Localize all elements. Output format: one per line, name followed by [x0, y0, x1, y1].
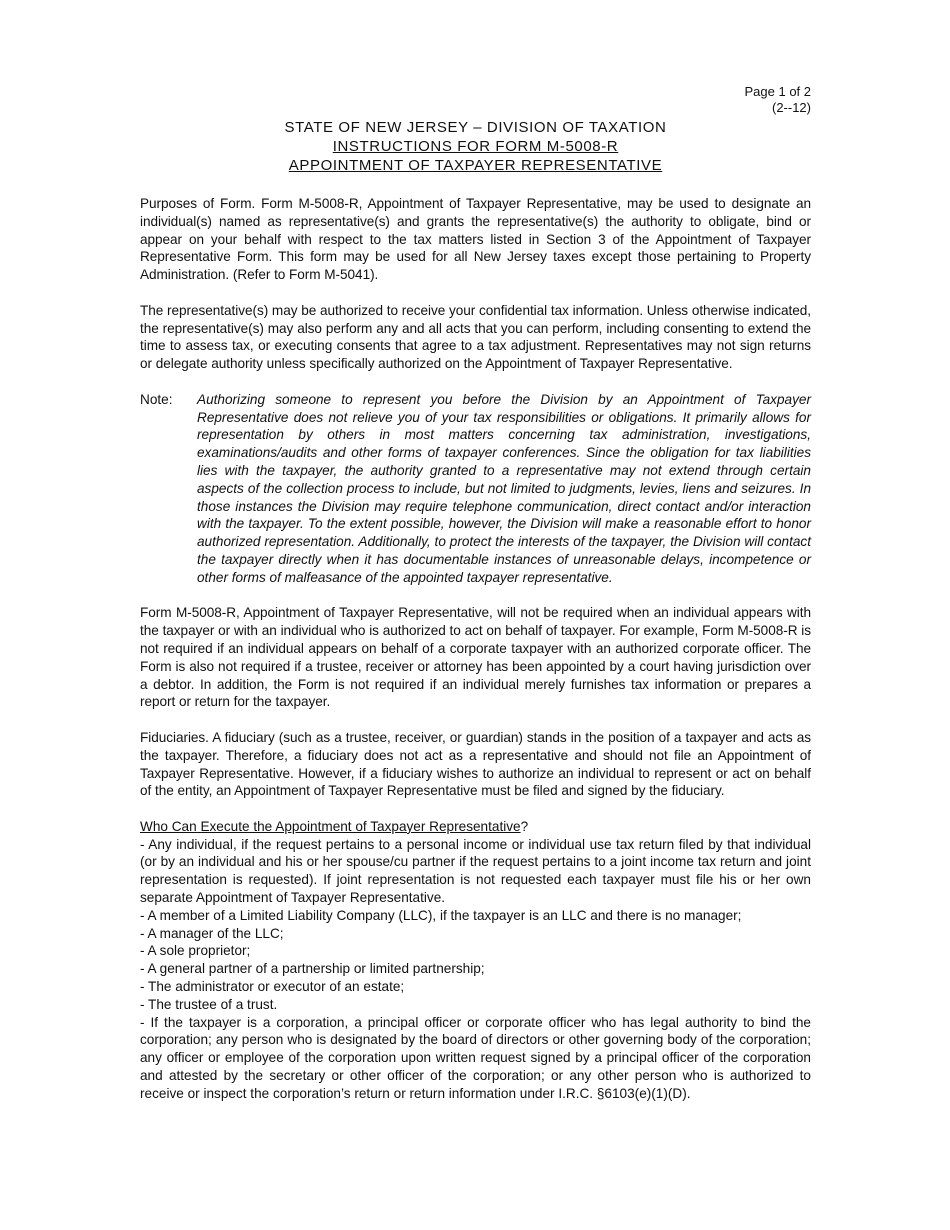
not-required-paragraph: Form M-5008-R, Appointment of Taxpayer Representative, will not be required when an individual appears with the taxpayer or with an individual who is authorized to act on behalf of taxpayer. For example, Form M-5008-R is not required if an individual appears on behalf of a corporate taxpayer with an authorized corporate officer. The Form is also not required if a trustee, receiver or attorney has been appointed by a court having jurisdiction over a debtor. In addition, the Form is not required if an individual merely furnishes tax information or prepares a report or return for the taxpayer.: [140, 605, 811, 710]
list-item: - A manager of the LLC;: [140, 925, 284, 941]
list-item: - A general partner of a partnership or limited partnership;: [140, 961, 485, 977]
list-item: - The administrator or executor of an estate;: [140, 979, 405, 995]
purpose-paragraph: Purposes of Form. Form M-5008-R, Appointment of Taxpayer Representative, may be used to designate an individual(s) named as representative(s) and grants the representative(s) the authority to obligate, bind or appear on your behalf with respect to the tax matters listed in Section 3 of the Appointment of Taxpayer Representative Form. This form may be used for all New Jersey taxes except those pertaining to Property Administration. (Refer to Form M-5041).: [140, 196, 811, 283]
document-heading: [140, 118, 811, 175]
list-item: - The trustee of a trust.: [140, 996, 278, 1012]
list-item: - A member of a Limited Liability Company (LLC), if the taxpayer is an LLC and there is no manager;: [140, 907, 742, 923]
section-heading: Who Can Execute the Appointment of Taxpayer Representative: [140, 818, 521, 834]
list-item: - A sole proprietor;: [140, 943, 251, 959]
list-item: - Any individual, if the request pertains to a personal income or individual use tax return filed by that individual (or by an individual and his or her spouse/cu partner if the request pertains to a joint income tax return and joint representation is requested). If joint representation is not requested each taxpayer must file his or her own separate Appointment of Taxpayer Representative.: [140, 836, 811, 906]
fiduciaries-paragraph: Fiduciaries. A fiduciary (such as a trustee, receiver, or guardian) stands in the position of a taxpayer and acts as the taxpayer. Therefore, a fiduciary does not act as a representative and should not file an Appointment of Taxpayer Representative. However, if a fiduciary wishes to authorize an individual to represent or act on behalf of the entity, an Appointment of Taxpayer Representative must be filed and signed by the fiduciary.: [140, 729, 811, 799]
form-subtitle: APPOINTMENT OF TAXPAYER REPRESENTATIVE: [288, 157, 663, 174]
document-page: [140, 84, 811, 1103]
who-can-execute-section: [140, 818, 811, 1103]
form-title: INSTRUCTIONS FOR FORM M-5008-R: [332, 138, 619, 155]
representatives-paragraph: The representative(s) may be authorized to receive your confidential tax information. Unless otherwise indicated, the representative(s) may also perform any and all acts that you can perform, including consenting to extend the time to assess tax, or executing consents that agree to a tax adjustment. Representatives may not sign returns or delegate authority unless specifically authorized on the Appointment of Taxpayer Representative.: [140, 302, 811, 372]
agency-title: STATE OF NEW JERSEY – DIVISION OF TAXATION: [284, 119, 667, 136]
note-block: [140, 391, 811, 587]
note-label: Note:: [140, 391, 173, 407]
revision-date: (2--12): [771, 100, 811, 115]
note-body: Authorizing someone to represent you before the Division by an Appointment of Taxpayer Representative does not relieve you of your tax responsibilities or obligations. It primarily allows for representation by others in most matters concerning tax administration, investigations, examinations/audits and other forms of taxpayer conferences. Since the obligation for tax liabilities lies with the taxpayer, the authority granted to a representative may not extend through certain aspects of the collection process to include, but not limited to judgments, levies, liens and seizures. In those instances the Division may require telephone communication, direct contact and/or interaction with the taxpayer. To the extent possible, however, the Division will make a reasonable effort to honor authorized representation. Additionally, to protect the interests of the taxpayer, the Division will contact the taxpayer directly when it has documentable instances of unreasonable delays, incompetence or other forms of malfeasance of the appointed taxpayer representative.: [197, 391, 811, 585]
page-number: Page 1 of 2: [744, 84, 811, 99]
list-item: - If the taxpayer is a corporation, a principal officer or corporate officer who has legal authority to bind the corporation; any person who is designated by the board of directors or other governing body of the corporation; any officer or employee of the corporation upon written request signed by a principal officer of the corporation and attested by the secretary or other officer of the corporation; or any other person who is authorized to receive or inspect the corporation’s return or return information under I.R.C. §6103(e)(1)(D).: [140, 1014, 811, 1101]
section-heading-suffix: ?: [520, 818, 529, 834]
